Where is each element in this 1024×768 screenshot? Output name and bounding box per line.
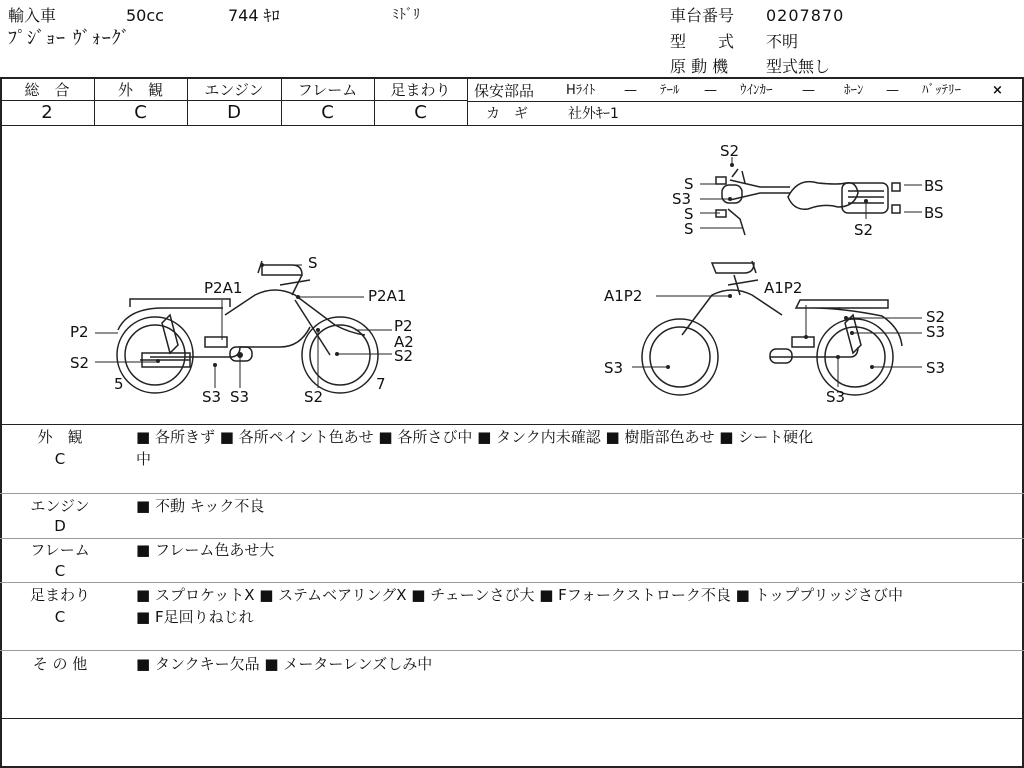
- safety-winker: ｳｲﾝｶｰ: [740, 83, 773, 98]
- rv-label-a1p2-right: A1P2: [764, 279, 803, 297]
- lv-label-s3-2: S3: [230, 388, 250, 406]
- lv-label-p2a1-right: P2A1: [368, 287, 407, 305]
- import-type: 輸入車: [8, 6, 57, 25]
- lv-label-5: 5: [114, 375, 124, 393]
- lv-label-7: 7: [376, 375, 386, 393]
- displacement: 50cc: [126, 6, 164, 25]
- tv-label-s-1: S: [684, 175, 694, 193]
- rating-divider: [0, 100, 468, 101]
- model-name: ﾌﾟｼﾞｮｰ ｳﾞｫｰｸﾞ: [8, 28, 131, 49]
- safety-headlight: Hﾗｲﾄ: [566, 83, 596, 98]
- lv-label-s2-bottom: S2: [304, 388, 324, 406]
- top-view-labels: [672, 142, 944, 239]
- lv-label-s3-1: S3: [202, 388, 222, 406]
- detail-grade-engine: D: [54, 517, 66, 535]
- detail-category-suspension: 足まわり: [29, 586, 90, 604]
- color: ﾐﾄﾞﾘ: [392, 7, 420, 23]
- lv-label-p2-left: P2: [70, 323, 89, 341]
- rv-label-s2: S2: [926, 308, 946, 326]
- rv-label-s3-left: S3: [604, 359, 624, 377]
- lv-label-a2: A2: [394, 333, 414, 351]
- tv-label-bs-2: BS: [924, 204, 944, 222]
- detail-grade-exterior: C: [54, 450, 66, 468]
- detail-grade-suspension: C: [54, 608, 66, 626]
- lv-label-s2-right: S2: [394, 347, 414, 365]
- detail-text-other-1: ■ タンクキー欠品 ■ メーターレンズしみ中: [136, 655, 433, 673]
- tv-label-bs-1: BS: [924, 177, 944, 195]
- safety-divider: [468, 101, 1024, 102]
- detail-category-engine: エンジン: [30, 497, 90, 515]
- rating-value-engine: D: [227, 102, 241, 123]
- lv-label-s: S: [308, 254, 318, 272]
- safety-battery: ﾊﾞｯﾃﾘｰ: [922, 83, 961, 98]
- safety-tail-value: —: [704, 83, 717, 98]
- tv-label-s2-top: S2: [720, 142, 740, 160]
- bike-left-view: [117, 261, 378, 393]
- detail-category-exterior: 外 観: [37, 428, 83, 446]
- mileage: 744 ｷﾛ: [228, 6, 280, 25]
- rating-label-suspension: 足まわり: [390, 81, 451, 99]
- detail-text-suspension-2: ■ F足回りねじれ: [136, 608, 254, 626]
- details-sep-3: [0, 582, 1024, 583]
- lv-label-p2-right: P2: [394, 317, 413, 335]
- tv-label-s3: S3: [672, 190, 692, 208]
- tv-label-s2-rear: S2: [854, 221, 874, 239]
- detail-text-frame-1: ■ フレーム色あせ大: [136, 541, 275, 559]
- rating-label-frame: フレーム: [297, 81, 358, 99]
- safety-horn-value: —: [886, 83, 899, 98]
- safety-label: 保安部品: [474, 82, 535, 100]
- rating-value-suspension: C: [414, 102, 427, 123]
- details-sep-2: [0, 538, 1024, 539]
- rv-label-a1p2-left: A1P2: [604, 287, 643, 305]
- right-view-labels: [604, 279, 945, 406]
- safety-battery-value: ×: [992, 83, 1003, 98]
- rating-label-engine: エンジン: [204, 81, 264, 99]
- tv-label-s-2: S: [684, 205, 694, 223]
- rating-value-frame: C: [321, 102, 334, 123]
- detail-text-suspension-1: ■ スプロケットX ■ ステムベアリングX ■ チェーンさび大 ■ Fフォークストローク不良 ■ トッププリッジさび中: [136, 586, 903, 604]
- tv-label-s-3: S: [684, 220, 694, 238]
- details-top-border: [0, 424, 1024, 425]
- type-value: 不明: [766, 32, 799, 51]
- details-sep-4: [0, 650, 1024, 651]
- detail-text-exterior-2: 中: [136, 450, 152, 468]
- rating-label-exterior: 外 観: [117, 81, 163, 99]
- key-label: カ ギ: [486, 106, 528, 122]
- rating-value-exterior: C: [134, 102, 147, 123]
- details-bottom-border: [0, 718, 1024, 719]
- type-label: 型 式: [670, 32, 735, 51]
- rv-label-s3-bottom: S3: [826, 388, 846, 406]
- left-view-markers: [156, 263, 339, 367]
- rv-label-s3-right: S3: [926, 359, 946, 377]
- detail-grade-frame: C: [54, 562, 66, 580]
- detail-text-exterior-1: ■ 各所きず ■ 各所ペイント色あせ ■ 各所さび中 ■ タンク内未確認 ■ 樹脂部色あせ ■ シート硬化: [136, 428, 814, 446]
- detail-category-frame: フレーム: [30, 541, 90, 559]
- damage-diagram: [0, 125, 1024, 425]
- detail-category-other: そ の 他: [32, 655, 88, 673]
- detail-text-engine-1: ■ 不動 キック不良: [136, 497, 265, 515]
- safety-tail: ﾃｰﾙ: [660, 83, 680, 98]
- frame-no-label: 車台番号: [670, 6, 735, 25]
- safety-winker-value: —: [802, 83, 815, 98]
- rating-label-overall: 総 合: [24, 81, 70, 99]
- engine-model-label: 原 動 機: [670, 57, 729, 76]
- engine-model-value: 型式無し: [766, 57, 831, 76]
- right-view-leaders: [632, 296, 922, 387]
- lv-label-s2-left: S2: [70, 354, 90, 372]
- rating-value-overall: 2: [41, 102, 53, 123]
- safety-horn: ﾎｰﾝ: [844, 83, 864, 98]
- safety-headlight-value: —: [624, 83, 637, 98]
- rv-label-s3-upper: S3: [926, 323, 946, 341]
- key-value: 社外ｷｰ1: [568, 106, 619, 122]
- frame-no-value: 0207870: [766, 6, 845, 25]
- lv-label-p2a1-left: P2A1: [204, 279, 243, 297]
- rating-sep-5: [467, 77, 468, 125]
- details-sep-1: [0, 493, 1024, 494]
